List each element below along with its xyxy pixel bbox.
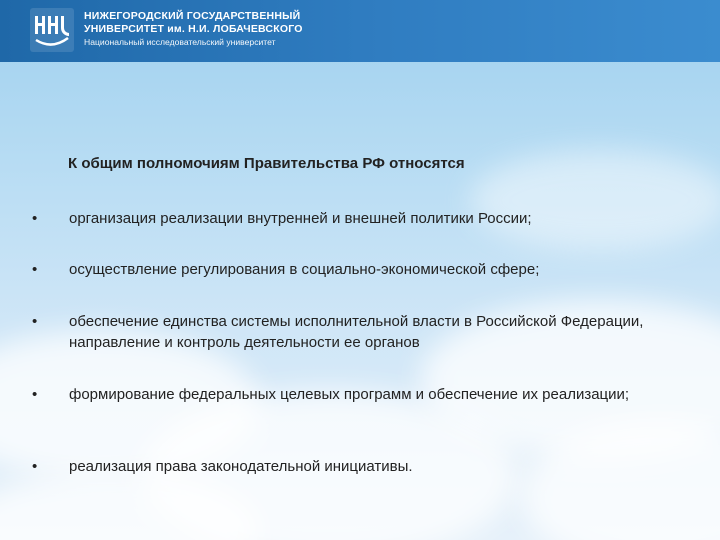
bullet-dot-icon: • bbox=[32, 210, 38, 227]
bullet-dot-icon: • bbox=[32, 386, 38, 403]
university-name-line2: УНИВЕРСИТЕТ им. Н.И. ЛОБАЧЕВСКОГО bbox=[84, 23, 303, 35]
bullet-dot-icon: • bbox=[32, 261, 38, 278]
bullet-dot-icon: • bbox=[32, 458, 38, 475]
header-bar bbox=[0, 0, 720, 62]
bullet-dot-icon: • bbox=[32, 313, 38, 330]
bullet-text: формирование федеральных целевых программ и обеспечение их реализации; bbox=[69, 386, 630, 403]
slide-title: К общим полномочиям Правительства РФ относятся bbox=[68, 155, 465, 172]
university-subtitle: Национальный исследовательский университет bbox=[84, 37, 276, 47]
university-name-line1: НИЖЕГОРОДСКИЙ ГОСУДАРСТВЕННЫЙ bbox=[84, 10, 301, 22]
bullet-text: обеспечение единства системы исполнительной власти в Российской Федерации, направление и контроль деятельности ее органов bbox=[69, 313, 644, 351]
bullet-text: организация реализации внутренней и внешней политики России; bbox=[69, 210, 532, 227]
university-name bbox=[84, 10, 303, 48]
university-logo-icon bbox=[30, 8, 74, 52]
bullet-text: реализация права законодательной инициативы. bbox=[69, 458, 413, 475]
bullet-text: осуществление регулирования в социально-экономической сфере; bbox=[69, 261, 540, 278]
